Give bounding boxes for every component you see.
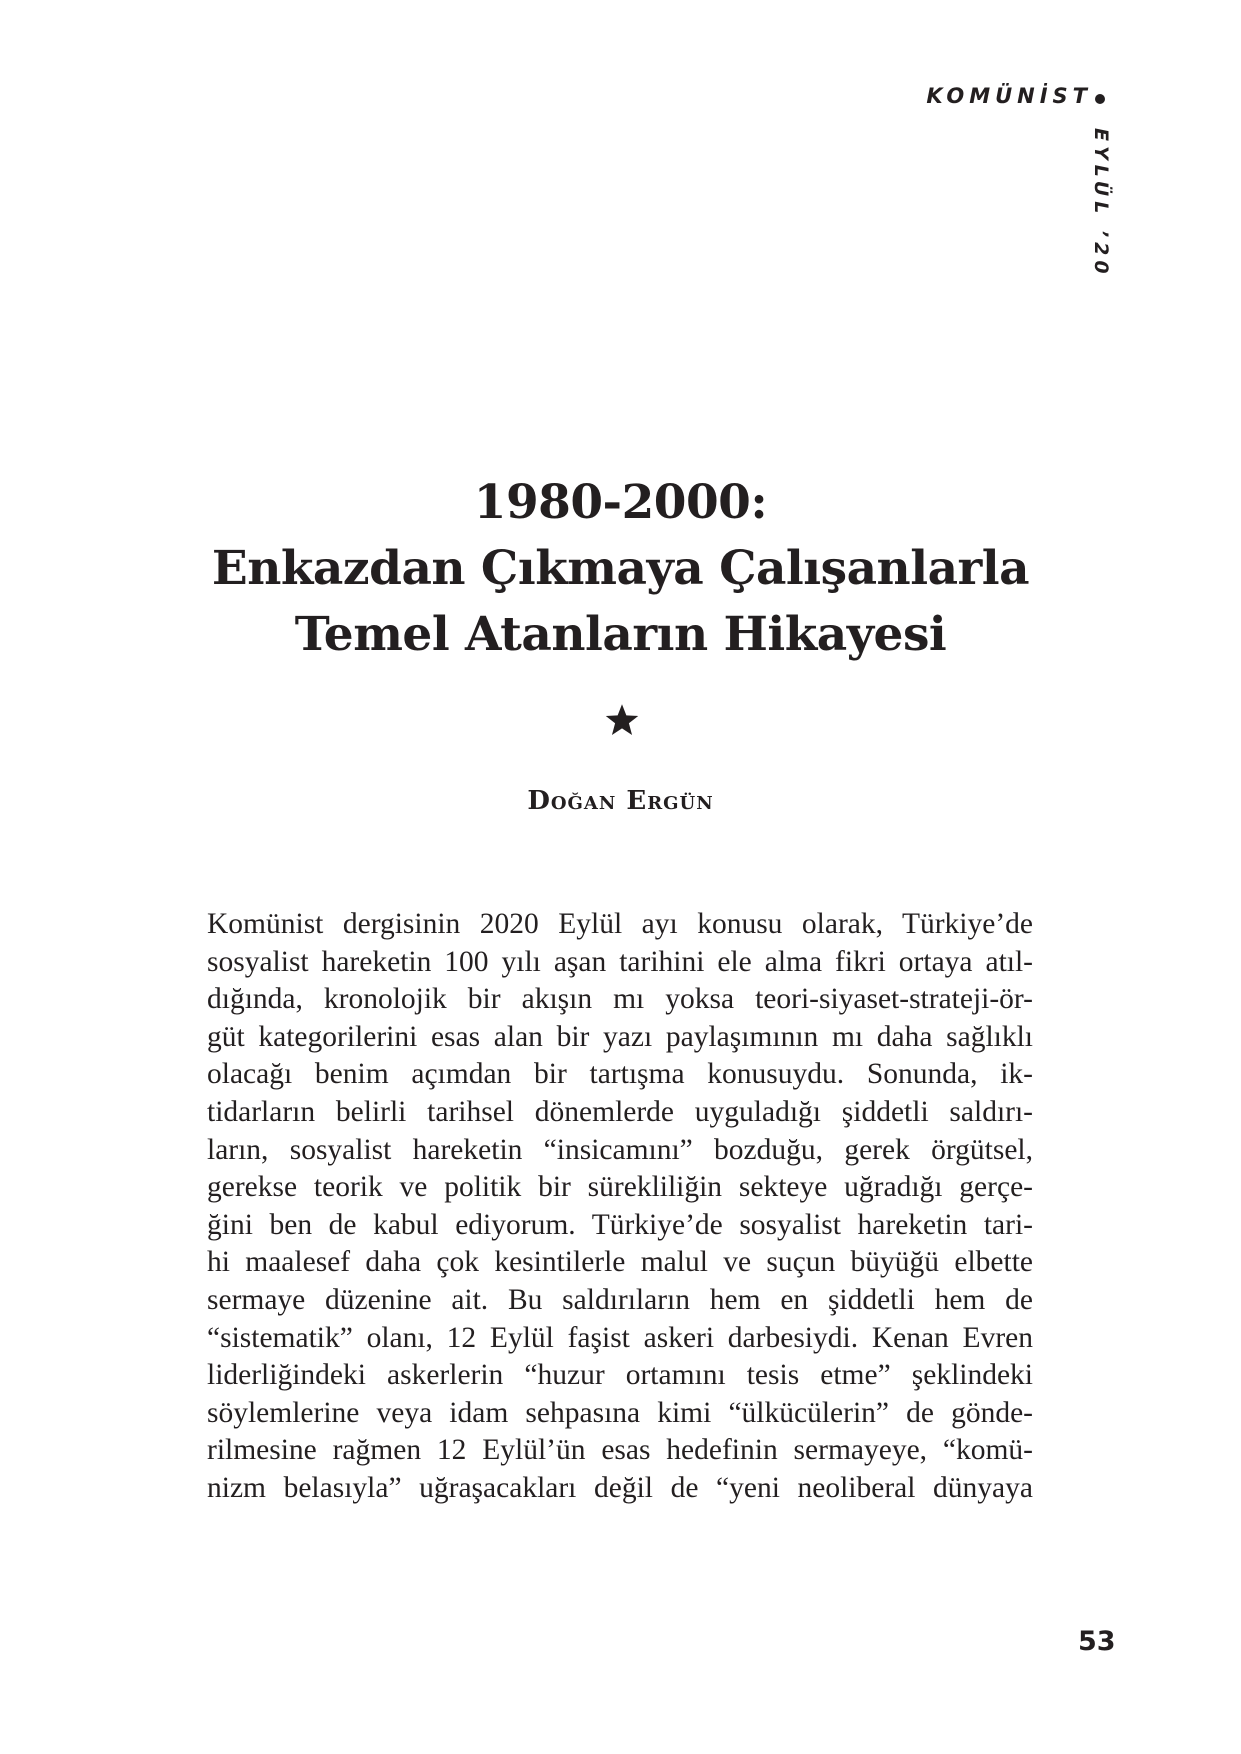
body-line: hi maalesef daha çok kesintilerle malul ve suçun büyüğü elbette (207, 1246, 1033, 1279)
body-line: olacağı benim açımdan bir tartışma konusuydu. Sonunda, ik- (207, 1058, 1033, 1091)
body-line: Komünist dergisinin 2020 Eylül ayı konusu olarak, Türkiye’de (207, 908, 1033, 940)
body-line: tidarların belirli tarihsel dönemlerde uyguladığı şiddetli saldırı- (207, 1095, 1033, 1128)
title-line-years: 1980-2000: (473, 475, 768, 530)
body-line: sermaye düzenine ait. Bu saldırıların hem en şiddetli hem de (207, 1283, 1033, 1316)
body-line: güt kategorilerini esas alan bir yazı paylaşımının mı daha sağlıklı (207, 1020, 1033, 1053)
running-head-magazine: KOMÜNİST (926, 84, 1092, 108)
body-line: ların, sosyalist hareketin “insicamını” bozduğu, gerek örgütsel, (207, 1133, 1033, 1166)
body-line: söylemlerine veya idam sehpasına kimi “ülkücülerin” de gönde- (207, 1396, 1033, 1429)
star-icon (604, 702, 640, 738)
title-line-2: Enkazdan Çıkmaya Çalışanlarla (211, 541, 1030, 596)
article-title (0, 470, 1241, 668)
running-head-issue-date: EYLÜL ’20 (1090, 128, 1112, 279)
body-line: gerekse teorik ve politik bir sürekliliğin sekteye uğradığı gerçe- (207, 1171, 1033, 1204)
body-line: sosyalist hareketin 100 yılı aşan tarihini ele alma fikri ortaya atıl- (207, 945, 1033, 978)
body-line: rilmesine rağmen 12 Eylül’ün esas hedefinin sermayeye, “komü- (207, 1434, 1033, 1467)
article-body (207, 906, 1033, 1508)
title-line-3: Temel Atanların Hikayesi (294, 607, 947, 662)
article-author: Doğan Ergün (527, 786, 714, 816)
body-line: dığında, kronolojik bir akışın mı yoksa teori-siyaset-strateji-ör- (207, 983, 1033, 1016)
body-line: “sistematik” olanı, 12 Eylül faşist askeri darbesiydi. Kenan Evren (207, 1321, 1033, 1354)
body-line: liderliğindeki askerlerin “huzur ortamını tesis etme” şeklindeki (207, 1359, 1033, 1392)
body-line: ğini ben de kabul ediyorum. Türkiye’de sosyalist hareketin tari- (207, 1208, 1033, 1241)
page-number: 53 (1078, 1626, 1116, 1657)
body-line: nizm belasıyla” uğraşacakları değil de “yeni neoliberal dünyaya (207, 1471, 1033, 1504)
bullet-separator-icon (1095, 94, 1105, 104)
